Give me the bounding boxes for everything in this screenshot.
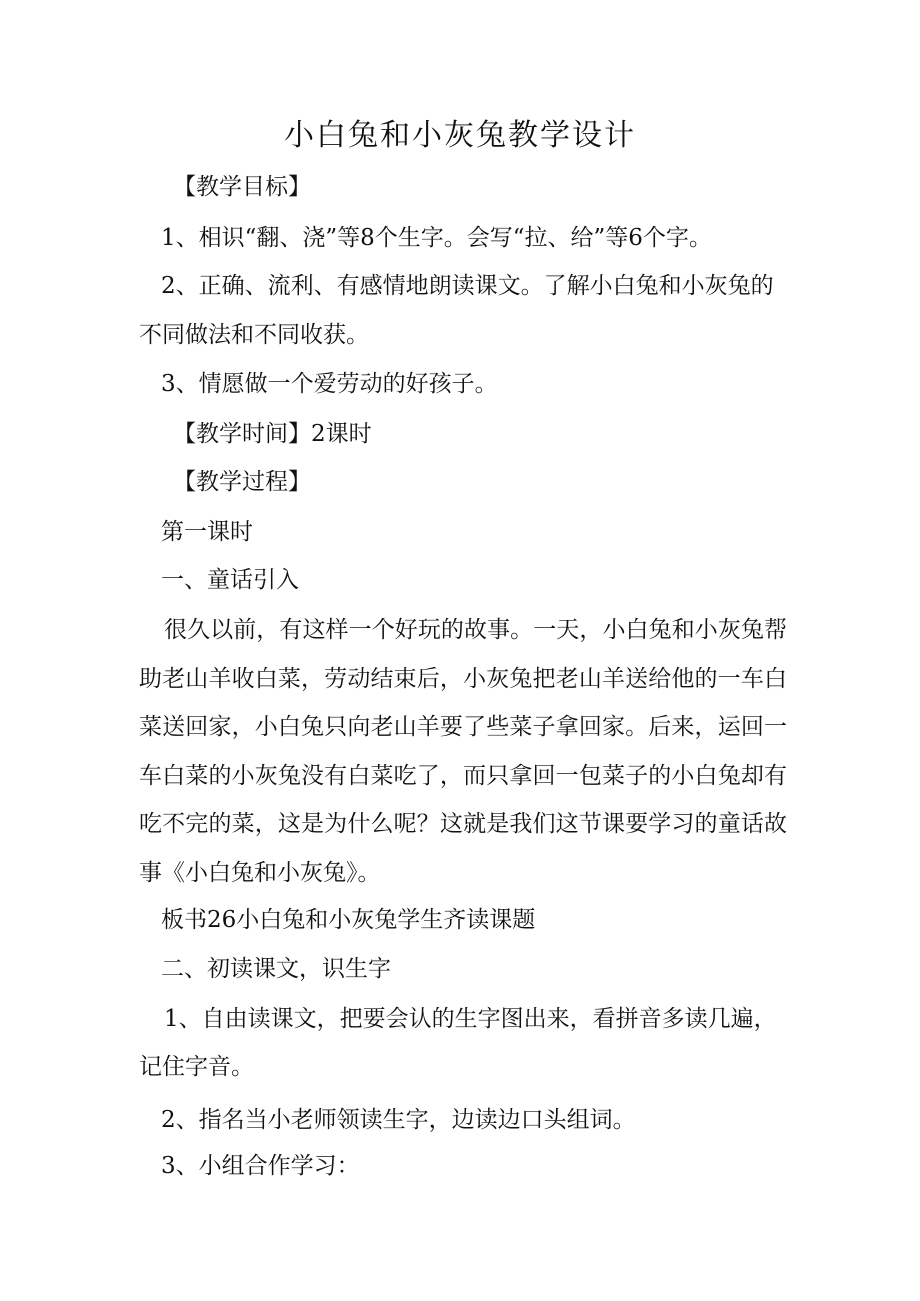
time-heading: 【教学时间】2课时 [173, 421, 372, 447]
section-1-heading: 一、童话引入 [161, 567, 299, 593]
lesson-label: 第一课时 [161, 519, 253, 545]
document-title: 小白兔和小灰兔教学设计 [284, 118, 636, 153]
objective-2-line-2: 不同做法和不同收获。 [139, 322, 369, 348]
step-2: 2、指名当小老师领读生字，边读边口头组词。 [161, 1107, 636, 1133]
objective-3: 3、情愿做一个爱劳动的好孩子。 [161, 371, 498, 397]
objective-2-line-1: 2、正确、流利、有感情地朗读课文。了解小白兔和小灰兔的 [161, 273, 774, 299]
intro-paragraph: 很久以前，有这样一个好玩的故事。一天，小白兔和小灰兔帮助老山羊收白菜，劳动结束后，小灰兔把老山羊送给他的一车白菜送回家，小白兔只向老山羊要了些菜子拿回家。后来，运回一车白菜的小灰兔没有白菜吃了，而只拿回一包菜子的小白兔却有吃不完的菜，这是为什么呢？这就是我们这节课要学习的童话故事《小白兔和小灰兔》。 [139, 617, 787, 886]
step-1: 1、自由读课文，把要会认的生字图出来，看拼音多读几遍，记住字音。 [139, 1006, 777, 1080]
board-note: 板书26小白兔和小灰兔学生齐读课题 [161, 907, 536, 933]
section-2-heading: 二、初读课文，识生字 [161, 956, 391, 982]
objectives-heading: 【教学目标】 [173, 174, 311, 200]
step-3: 3、小组合作学习： [161, 1153, 360, 1179]
objective-1: 1、相识“翻、浇”等8个生字。会写“拉、给”等6个字。 [161, 225, 712, 251]
process-heading: 【教学过程】 [173, 469, 311, 495]
